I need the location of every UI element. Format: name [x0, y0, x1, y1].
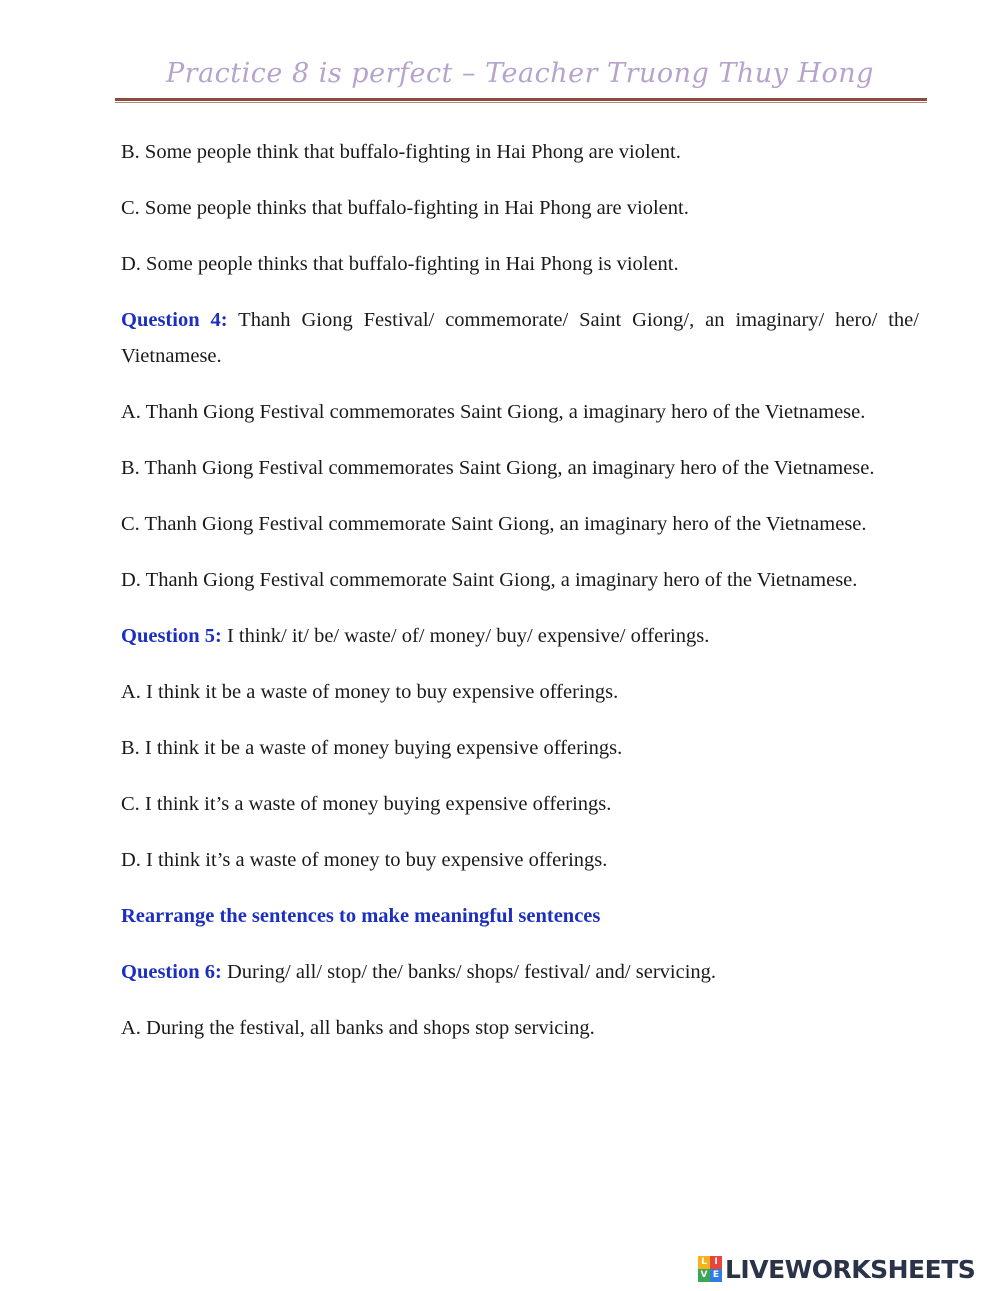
answer-option: D. Some people thinks that buffalo-fighting in Hai Phong is violent. [121, 253, 679, 275]
answer-option: D. Thanh Giong Festival commemorate Saint Giong, a imaginary hero of the Vietnamese. [121, 569, 858, 591]
answer-option: C. Some people thinks that buffalo-fighting in Hai Phong are violent. [121, 197, 689, 219]
liveworksheets-icon: L I V E [698, 1256, 722, 1282]
question-5: Question 5: I think/ it/ be/ waste/ of/ money/ buy/ expensive/ offerings. [121, 625, 710, 647]
question-4: Question 4: Thanh Giong Festival/ commemorate/ Saint Giong/, an imaginary/ hero/ the/ Vietnamese. [121, 309, 919, 367]
answer-option: D. I think it’s a waste of money to buy expensive offerings. [121, 849, 608, 871]
answer-option: B. Some people think that buffalo-fighting in Hai Phong are violent. [121, 141, 681, 163]
answer-option: C. Thanh Giong Festival commemorate Saint Giong, an imaginary hero of the Vietnamese. [121, 513, 867, 535]
liveworksheets-brand: LIVEWORKSHEETS [725, 1254, 976, 1284]
header-divider-thin [115, 102, 927, 103]
answer-option: A. Thanh Giong Festival commemorates Saint Giong, a imaginary hero of the Vietnamese. [121, 401, 866, 423]
page-header-title: Practice 8 is perfect – Teacher Truong Thuy Hong [166, 58, 874, 89]
answer-option: B. Thanh Giong Festival commemorates Saint Giong, an imaginary hero of the Vietnamese. [121, 457, 875, 479]
liveworksheets-logo [698, 1253, 975, 1285]
question-label: Question 5: [121, 625, 222, 647]
answer-option: C. I think it’s a waste of money buying expensive offerings. [121, 793, 612, 815]
header-divider [115, 98, 927, 101]
section-heading: Rearrange the sentences to make meaningful sentences [121, 905, 601, 927]
question-label: Question 6: [121, 961, 222, 983]
question-6: Question 6: During/ all/ stop/ the/ banks/ shops/ festival/ and/ servicing. [121, 961, 717, 983]
question-label: Question 4: [121, 309, 228, 331]
answer-option: A. During the festival, all banks and shops stop servicing. [121, 1017, 595, 1039]
answer-option: A. I think it be a waste of money to buy expensive offerings. [121, 681, 619, 703]
worksheet-content [121, 134, 919, 1066]
answer-option: B. I think it be a waste of money buying expensive offerings. [121, 737, 623, 759]
